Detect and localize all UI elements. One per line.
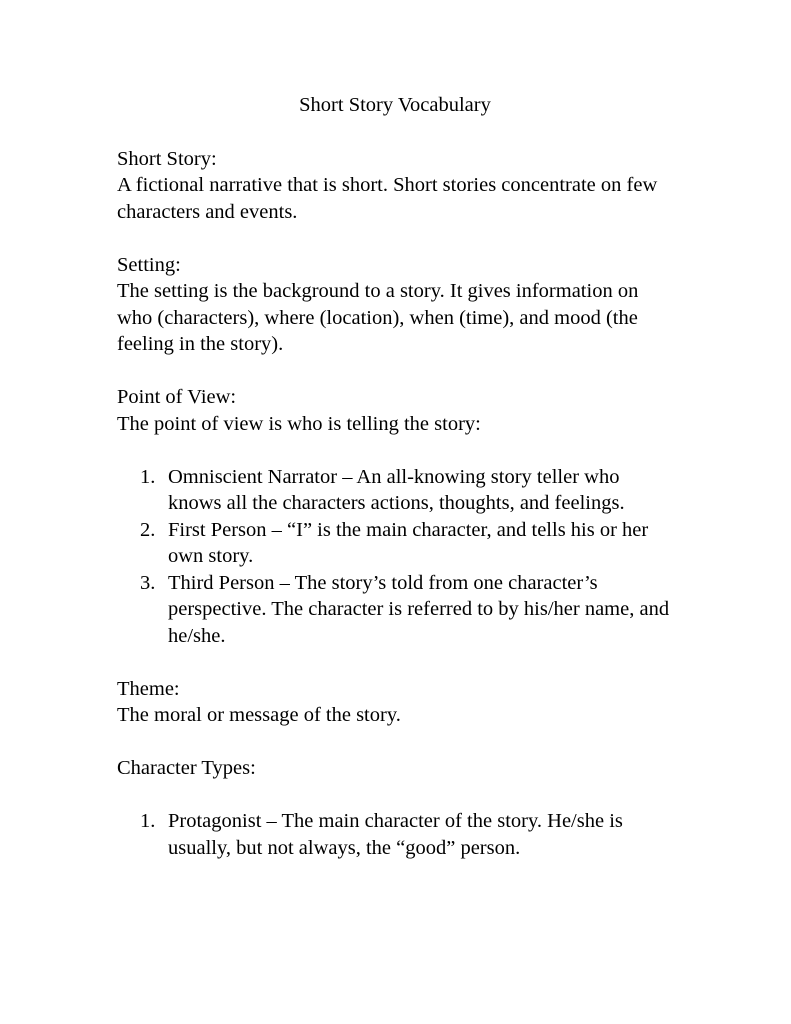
character-types-list xyxy=(117,808,677,861)
list-item-text: Third Person – The story’s told from one character’s perspective. The character is referred to by his/her name, and he/she. xyxy=(168,571,670,647)
term-point-of-view: Point of View: xyxy=(117,386,237,408)
list-item-text: Protagonist – The main character of the story. He/she is usually, but not always, the “good” person. xyxy=(168,810,623,859)
list-item xyxy=(117,570,677,650)
section-setting xyxy=(117,252,677,358)
list-item-number: 3. xyxy=(140,571,156,594)
definition-setting: The setting is the background to a story. It gives information on who (characters), where (location), when (time), and mood (the feeling in the story). xyxy=(117,280,639,355)
definition-theme: The moral or message of the story. xyxy=(117,704,401,726)
section-point-of-view xyxy=(117,384,677,649)
list-item xyxy=(117,517,677,570)
term-setting: Setting: xyxy=(117,253,181,276)
section-theme xyxy=(117,676,677,729)
list-item-number: 1. xyxy=(140,465,156,488)
list-item xyxy=(117,808,677,861)
definition-point-of-view: The point of view is who is telling the story: xyxy=(117,412,481,435)
term-theme: Theme: xyxy=(117,677,180,700)
list-item-number: 2. xyxy=(140,518,156,541)
list-item xyxy=(117,464,677,517)
list-item-number: 1. xyxy=(140,810,156,832)
section-character-types xyxy=(117,755,677,861)
page-title: Short Story Vocabulary xyxy=(299,94,491,116)
definition-short-story: A fictional narrative that is short. Short stories concentrate on few characters and events. xyxy=(117,174,658,223)
section-short-story xyxy=(117,146,677,226)
list-item-text: First Person – “I” is the main character, and tells his or her own story. xyxy=(168,518,649,567)
term-character-types: Character Types: xyxy=(117,757,256,779)
document-body xyxy=(117,92,677,888)
list-item-text: Omniscient Narrator – An all-knowing story teller who knows all the characters actions, thoughts, and feelings. xyxy=(168,465,625,514)
term-short-story: Short Story: xyxy=(117,147,217,170)
point-of-view-list xyxy=(117,464,677,650)
